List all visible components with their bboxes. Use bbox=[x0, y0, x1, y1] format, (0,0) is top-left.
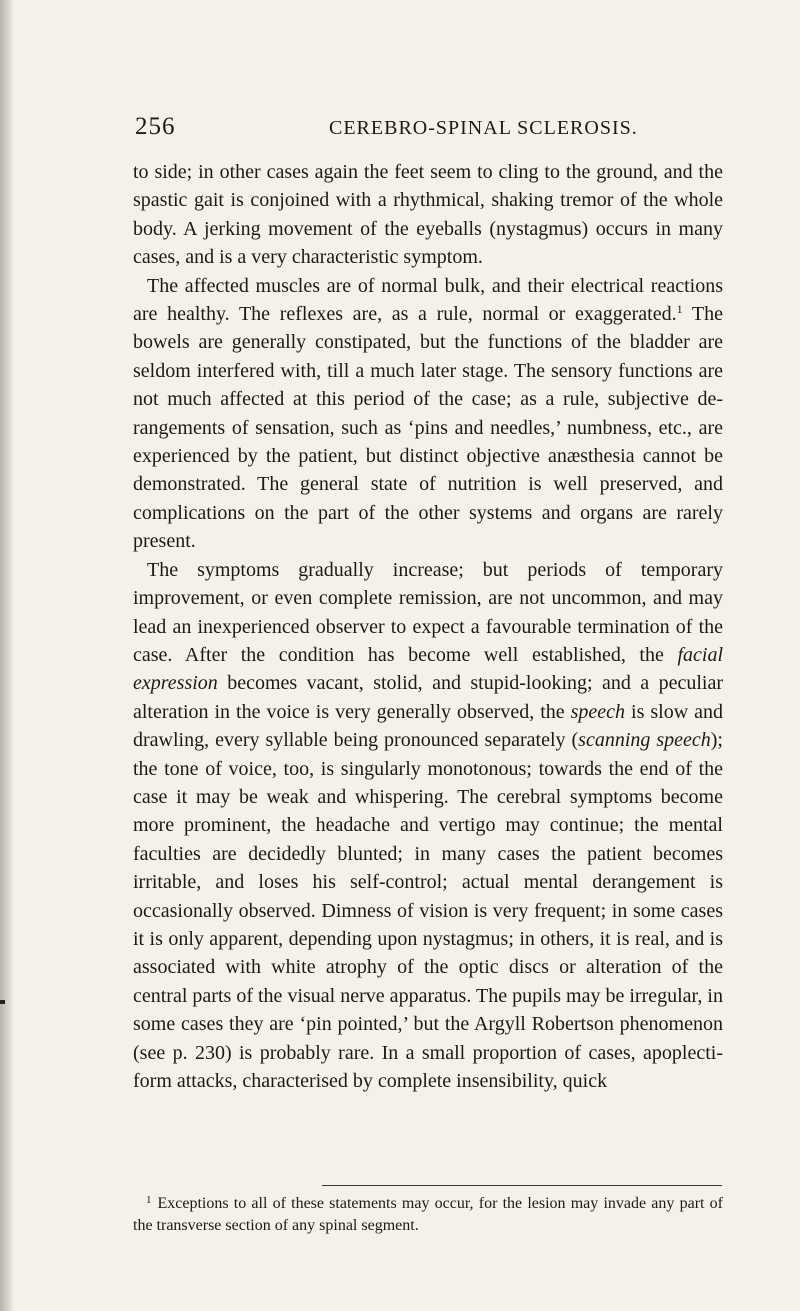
text-run: is slow and drawling, every syllable being pronounced separately ( bbox=[133, 700, 724, 752]
footnote: 1 Exceptions to all of these statements may occur, for the lesion may invade any part of the transverse section of any spinal segment. bbox=[133, 1194, 723, 1234]
text-run: becomes vacant, stolid, and stupid-looking; and a peculiar alteration in the voice is very generally observed, the bbox=[133, 672, 723, 723]
body-text bbox=[133, 158, 723, 1095]
page-binding-shadow bbox=[0, 0, 14, 1311]
text-run: The bowels are generally constipated, but the functions of the bladder are seldom interfered with, till a much later stage. The sensory functions are not much affected at this period of the case; as a rule, subjective derangements of sensation, such as ‘pins and needles,’ numbness, etc., are experienced by the patient, but distinct objective anæsthesia cannot be demonstrated. The general state of nutrition is well preserved, and complications on the part of the other systems and organs are rarely present. bbox=[133, 303, 724, 553]
text-run: The affected muscles are of normal bulk, and their electrical reactions are healthy. The reflexes are, as a rule, normal or exaggerated. bbox=[133, 274, 723, 326]
page-header bbox=[135, 113, 720, 149]
paragraph bbox=[133, 158, 723, 272]
text-run: ); the tone of voice, too, is singularly monotonous; towards the end of the case it may be weak and whispering. The cerebral symptoms become more prominent, the headache and vertigo may continue; the mental faculties are decidedly blunted; in many cases the patient becomes irritable, and loses his self-control; actual mental derangement is occasionally observed. Dimness of vision is very frequent; in some cases it is only apparent, depending upon nystagmus; in others, it is real, and is associated with white atrophy of the optic discs or alteration of the central parts of the visual nerve apparatus. The pupils may be irregular, in some cases they are ‘pin pointed,’ but the Argyll Robertson phenomenon (see p. 230) is probably rare. In a small proportion of cases, apoplectiform attacks, characterised by complete insensibility, quick bbox=[133, 729, 723, 1092]
binding-mark bbox=[0, 1000, 5, 1004]
emphasis-scanning-speech: scanning speech bbox=[578, 729, 711, 752]
text-run: The symptoms gradually increase; but periods of temporary improvement, or even complete remission, are not uncommon, and may lead an inexperienced observer to expect a favourable termination of the case. After the condition has become well established, the bbox=[133, 558, 723, 666]
text-run: to side; in other cases again the feet seem to cling to the ground, and the spastic gait is conjoined with a rhythmical, shaking tremor of the whole body. A jerking movement of the eyeballs (nystagmus) occurs in many cases, and is a very characteristic symptom. bbox=[133, 161, 723, 269]
footnote-rule bbox=[322, 1185, 722, 1186]
footnote-text: Exceptions to all of these statements may occur, for the lesion may invade any part of the transverse section of any spinal segment. bbox=[133, 1195, 723, 1234]
emphasis-speech: speech bbox=[570, 700, 626, 723]
page-number: 256 bbox=[135, 113, 176, 140]
footnote-reference: 1 bbox=[676, 302, 683, 317]
paragraph bbox=[133, 556, 723, 1096]
running-head: CEREBRO-SPINAL SCLEROSIS. bbox=[329, 117, 638, 139]
emphasis-facial-expression: facial expression bbox=[133, 643, 723, 695]
paragraph bbox=[133, 272, 723, 556]
